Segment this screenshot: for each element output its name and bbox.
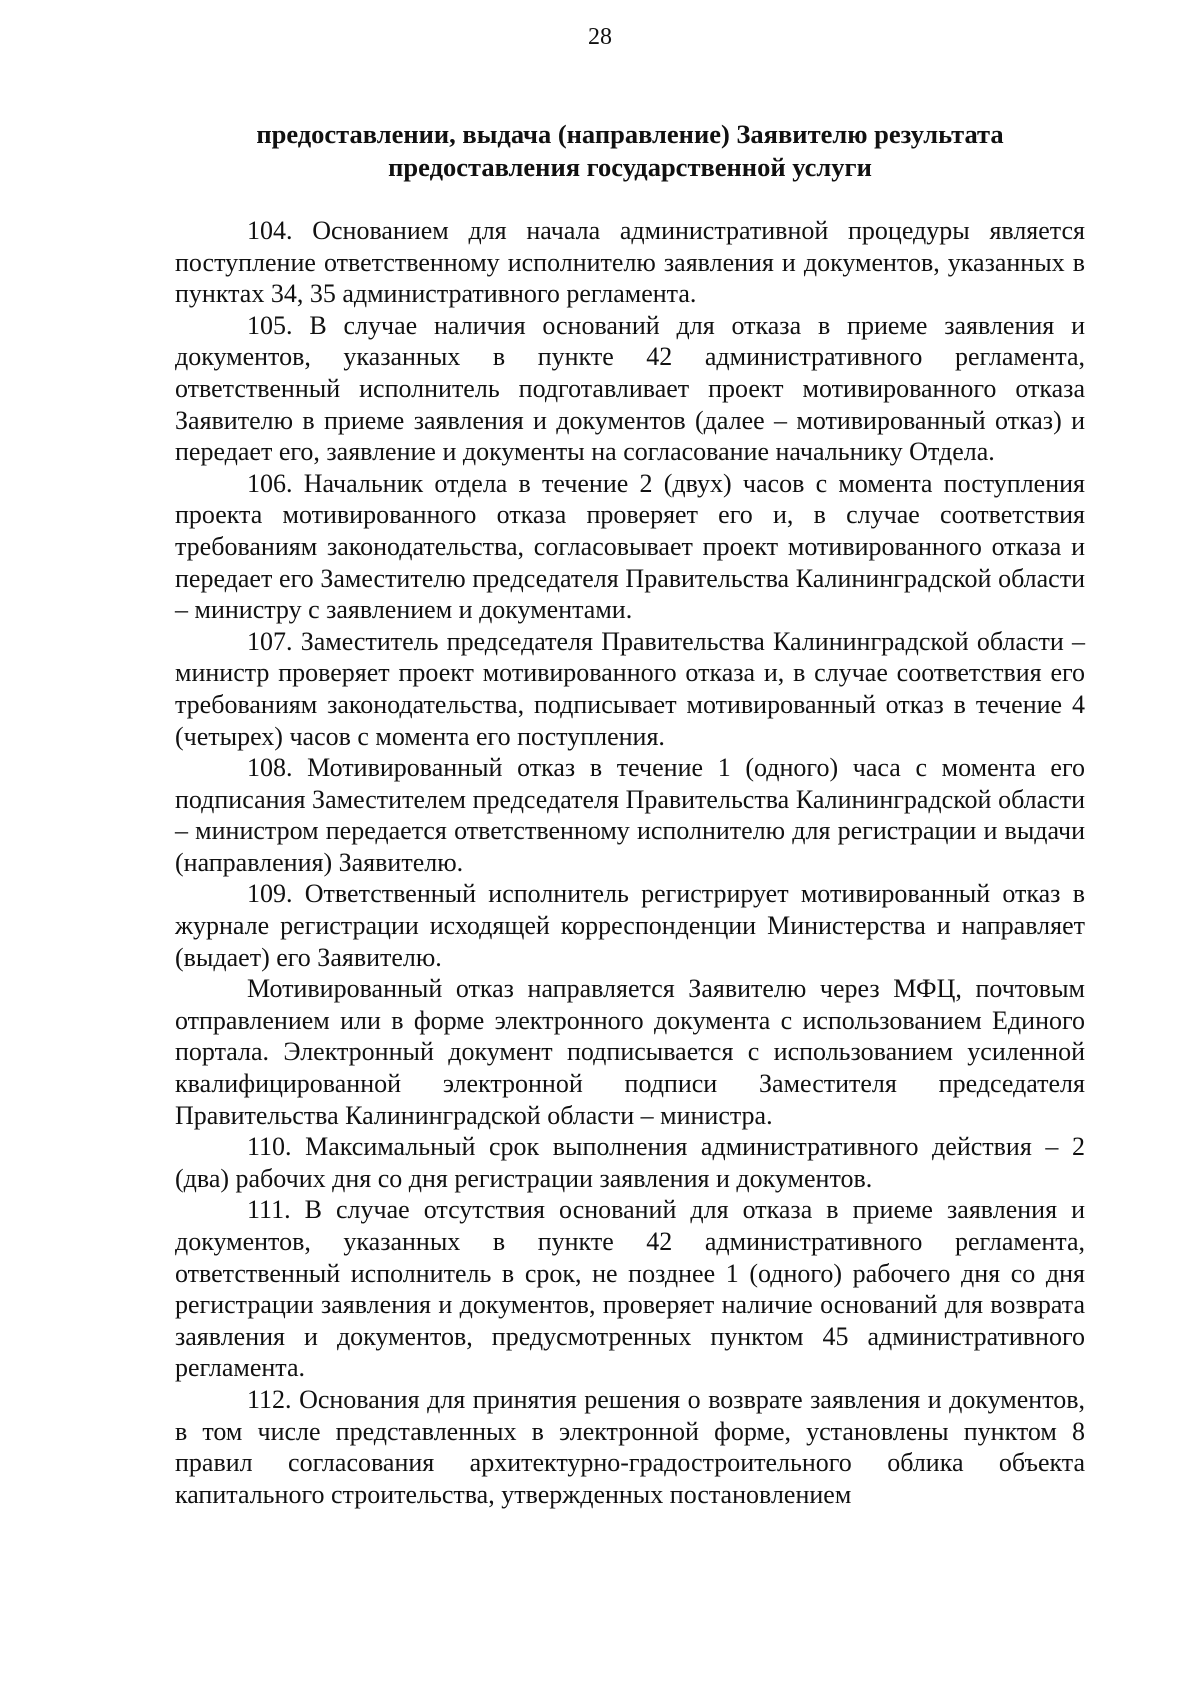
paragraph-104: 104. Основанием для начала административной процедуры является поступление ответственному исполнителю заявления и документов, указанных в пунктах 34, 35 административного регламента. [175,216,1085,309]
page-number: 28 [588,24,612,50]
paragraph-109-continued: Мотивированный отказ направляется Заявителю через МФЦ, почтовым отправлением или в форме электронного документа с использованием Единого портала. Электронный документ подписывается с использованием усиленной квалифицированной электронной подписи Заместителя председателя Правительства Калининградской области – министра. [175,974,1085,1130]
paragraph-106: 106. Начальник отдела в течение 2 (двух) часов с момента поступления проекта мотивированного отказа проверяет его и, в случае соответствия требованиям законодательства, согласовывает проект мотивированного отказа и передает его Заместителю председателя Правительства Калининградской области – министру с заявлением и документами. [175,468,1085,625]
section-heading [175,118,1085,184]
heading-line-2: предоставления государственной услуги [388,152,872,182]
paragraph-105: 105. В случае наличия оснований для отказа в приеме заявления и документов, указанных в пункте 42 административного регламента, ответственный исполнитель подготавливает проект мотивированного отказа Заявителю в приеме заявления и документов (далее – мотивированный отказ) и передает его, заявление и документы на согласование начальнику Отдела. [175,310,1085,467]
body-text [175,215,1085,1510]
paragraph-111: 111. В случае отсутствия оснований для отказа в приеме заявления и документов, указанных в пункте 42 административного регламента, ответственный исполнитель в срок, не позднее 1 (одного) рабочего дня со дня регистрации заявления и документов, проверяет наличие оснований для возврата заявления и документов, предусмотренных пунктом 45 административного регламента. [175,1195,1085,1383]
paragraph-110: 110. Максимальный срок выполнения административного действия – 2 (два) рабочих дня со дня регистрации заявления и документов. [175,1132,1085,1193]
paragraph-112: 112. Основания для принятия решения о возврате заявления и документов, в том числе представленных в электронной форме, установлены пунктом 8 правил согласования архитектурно-градостроительного облика объекта капитального строительства, утвержденных постановлением [175,1384,1085,1509]
paragraph-109: 109. Ответственный исполнитель регистрирует мотивированный отказ в журнале регистрации исходящей корреспонденции Министерства и направляет (выдает) его Заявителю. [175,879,1085,972]
paragraph-107: 107. Заместитель председателя Правительства Калининградской области – министр проверяет проект мотивированного отказа и, в случае соответствия его требованиям законодательства, подписывает мотивированный отказ в течение 4 (четырех) часов с момента его поступления. [175,626,1085,751]
paragraph-108: 108. Мотивированный отказ в течение 1 (одного) часа с момента его подписания Заместителем председателя Правительства Калининградской области – министром передается ответственному исполнителю для регистрации и выдачи (направления) Заявителю. [175,753,1085,877]
heading-line-1: предоставлении, выдача (направление) Заявителю результата [256,119,1004,149]
